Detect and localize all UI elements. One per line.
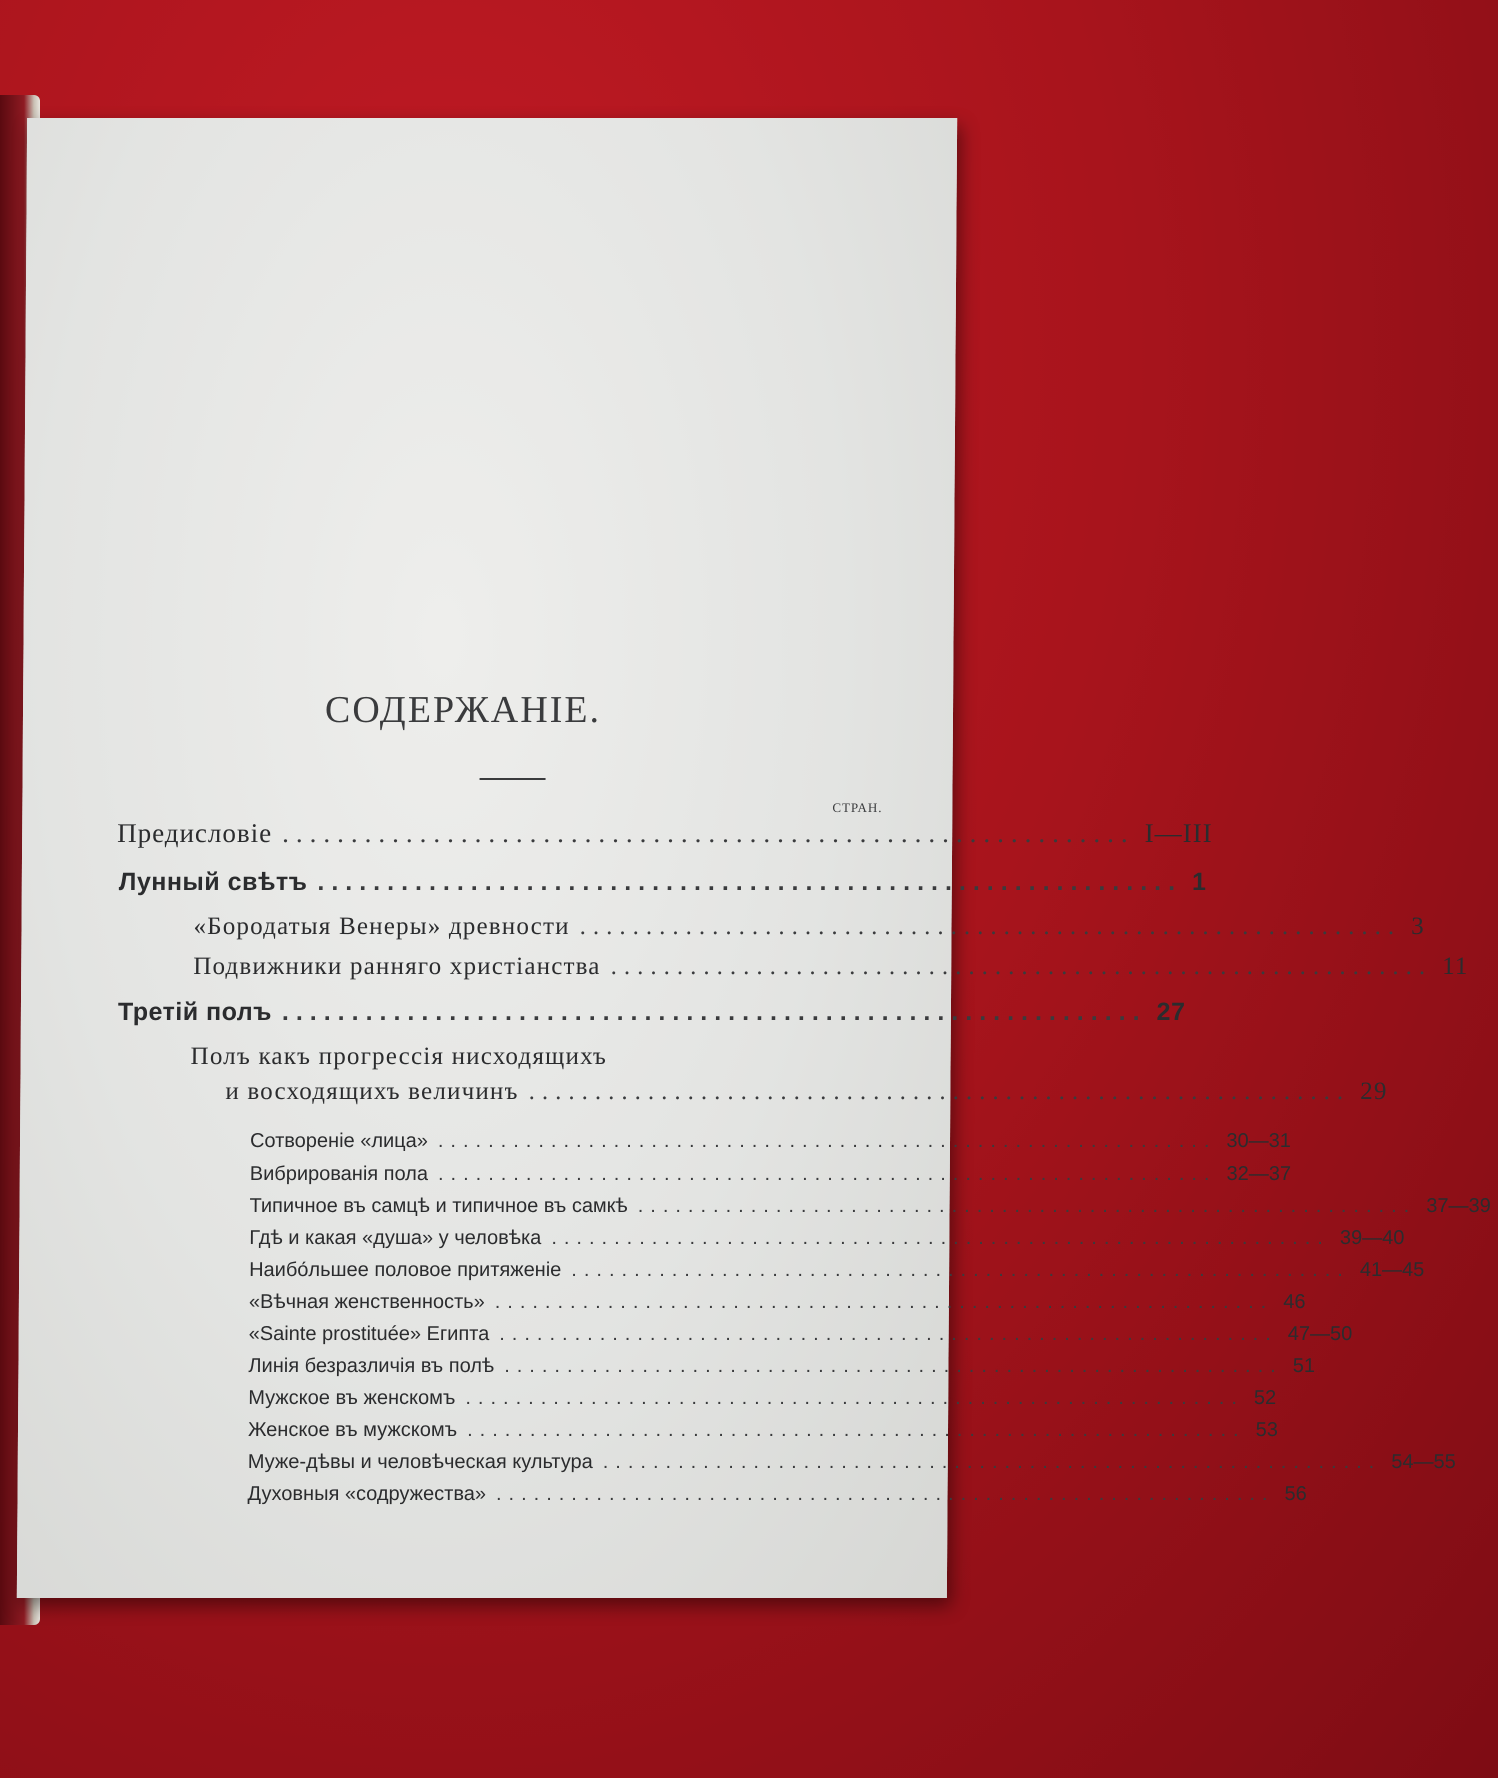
leader-dots: .............................................................. bbox=[571, 1259, 1350, 1281]
toc-entry-label: Духовныя «содружества» bbox=[247, 1483, 487, 1505]
toc-entry-page: 52 bbox=[1253, 1387, 1277, 1409]
toc-entry-page: 39—40 bbox=[1339, 1227, 1405, 1249]
toc-entry-label: Гдѣ и какая «душа» у человѣка bbox=[249, 1227, 542, 1249]
title-rule bbox=[480, 778, 546, 780]
toc-entry-page: 53 bbox=[1255, 1419, 1278, 1441]
toc-entry bbox=[248, 1291, 1306, 1314]
leader-dots: .............................................................. bbox=[610, 953, 1433, 980]
toc-entry bbox=[249, 1130, 1292, 1153]
toc-entry bbox=[249, 1227, 1405, 1250]
toc-entry bbox=[117, 998, 1186, 1027]
toc-entry bbox=[248, 1355, 1316, 1378]
leader-dots: .............................................................. bbox=[317, 868, 1183, 896]
toc-entry bbox=[247, 1419, 1278, 1442]
toc-entry bbox=[193, 953, 1469, 981]
toc-entry-label: Лунный свѣтъ bbox=[118, 868, 308, 896]
toc-entry-page: 32—37 bbox=[1226, 1163, 1292, 1185]
toc-entry bbox=[118, 868, 1207, 897]
toc-entry-page: 30—31 bbox=[1226, 1130, 1292, 1152]
leader-dots: .............................................................. bbox=[281, 998, 1147, 1026]
toc-entry-page: 29 bbox=[1360, 1078, 1388, 1105]
leader-dots: .............................................................. bbox=[499, 1323, 1278, 1345]
toc-entry-page: 1 bbox=[1192, 868, 1207, 896]
toc-entry-label: Линiя безразличiя въ полѣ bbox=[248, 1355, 495, 1377]
toc-entry-page: 41—45 bbox=[1359, 1259, 1425, 1281]
leader-dots: .............................................................. bbox=[637, 1195, 1417, 1217]
leader-dots: .............................................................. bbox=[494, 1291, 1274, 1313]
toc-entry-page: 46 bbox=[1283, 1291, 1306, 1313]
leader-dots: .............................................................. bbox=[504, 1355, 1283, 1377]
toc-entry-label: «Бородатыя Венеры» древности bbox=[193, 913, 570, 940]
leader-dots: .............................................................. bbox=[437, 1130, 1217, 1152]
leader-dots: .............................................................. bbox=[495, 1483, 1275, 1505]
toc-entry-label-line1: Полъ какъ прогрессiя нисходящихъ bbox=[190, 1043, 608, 1070]
leader-dots: .............................................................. bbox=[465, 1387, 1245, 1409]
toc-entry-label: «Sainte prostituée» Египта bbox=[248, 1323, 490, 1345]
toc-entry-label: Вибрированiя пола bbox=[249, 1163, 429, 1185]
toc-entry bbox=[193, 913, 1426, 941]
leader-dots: .............................................................. bbox=[437, 1163, 1217, 1185]
toc-entry bbox=[248, 1387, 1277, 1410]
toc-entry-page: 56 bbox=[1284, 1483, 1307, 1505]
toc-entry-label: Типичное въ самцѣ и типичное въ самкѣ bbox=[249, 1195, 628, 1217]
book-page bbox=[17, 118, 1491, 1598]
toc-entry bbox=[247, 1451, 1456, 1474]
toc-entry-page: 51 bbox=[1292, 1355, 1316, 1377]
leader-dots: .............................................................. bbox=[551, 1227, 1330, 1249]
toc-entry bbox=[225, 1078, 1388, 1106]
toc-entry-label: Мужское въ женскомъ bbox=[248, 1387, 456, 1409]
toc-entry bbox=[117, 818, 1213, 849]
toc-entry-page: I—III bbox=[1144, 818, 1213, 848]
toc-entry-label: Муже-дѣвы и человѣческая культура bbox=[247, 1451, 593, 1473]
toc-entry bbox=[248, 1323, 1353, 1346]
toc-entry-label: Женское въ мужскомъ bbox=[247, 1419, 458, 1441]
toc-entry-label: Сотворенiе «лица» bbox=[249, 1130, 428, 1152]
toc-entry-page: 3 bbox=[1411, 913, 1426, 940]
leader-dots: .............................................................. bbox=[467, 1419, 1246, 1441]
leader-dots: .............................................................. bbox=[528, 1078, 1351, 1105]
toc-entry bbox=[249, 1259, 1425, 1282]
toc-entry-label: Третiй полъ bbox=[117, 998, 273, 1026]
toc-entry-page: 27 bbox=[1156, 998, 1186, 1026]
page-title: СОДЕРЖАНIЕ. bbox=[324, 689, 602, 731]
leader-dots: .............................................................. bbox=[579, 913, 1402, 940]
toc-entry-page: 47—50 bbox=[1287, 1323, 1353, 1345]
toc-entry bbox=[249, 1195, 1491, 1218]
leader-dots: .............................................................. bbox=[602, 1451, 1382, 1473]
leader-dots: .............................................................. bbox=[282, 818, 1135, 848]
pages-column-header: СТРАН. bbox=[832, 800, 883, 815]
toc-entry-label: Предисловiе bbox=[117, 818, 273, 848]
toc-entry-label: Наибо́льшее половое притяженiе bbox=[249, 1259, 562, 1281]
toc-entry bbox=[247, 1483, 1307, 1506]
toc-entry-label: и восходящихъ величинъ bbox=[225, 1078, 519, 1105]
toc-entry-page: 54—55 bbox=[1391, 1451, 1456, 1473]
toc-entry-page: 11 bbox=[1442, 953, 1469, 980]
toc-entry-label: «Вѣчная женственность» bbox=[248, 1291, 485, 1313]
toc-entry bbox=[249, 1163, 1292, 1186]
toc-entry-page: 37—39 bbox=[1426, 1195, 1491, 1217]
toc-entry-label: Подвижники ранняго христiанства bbox=[193, 953, 601, 980]
